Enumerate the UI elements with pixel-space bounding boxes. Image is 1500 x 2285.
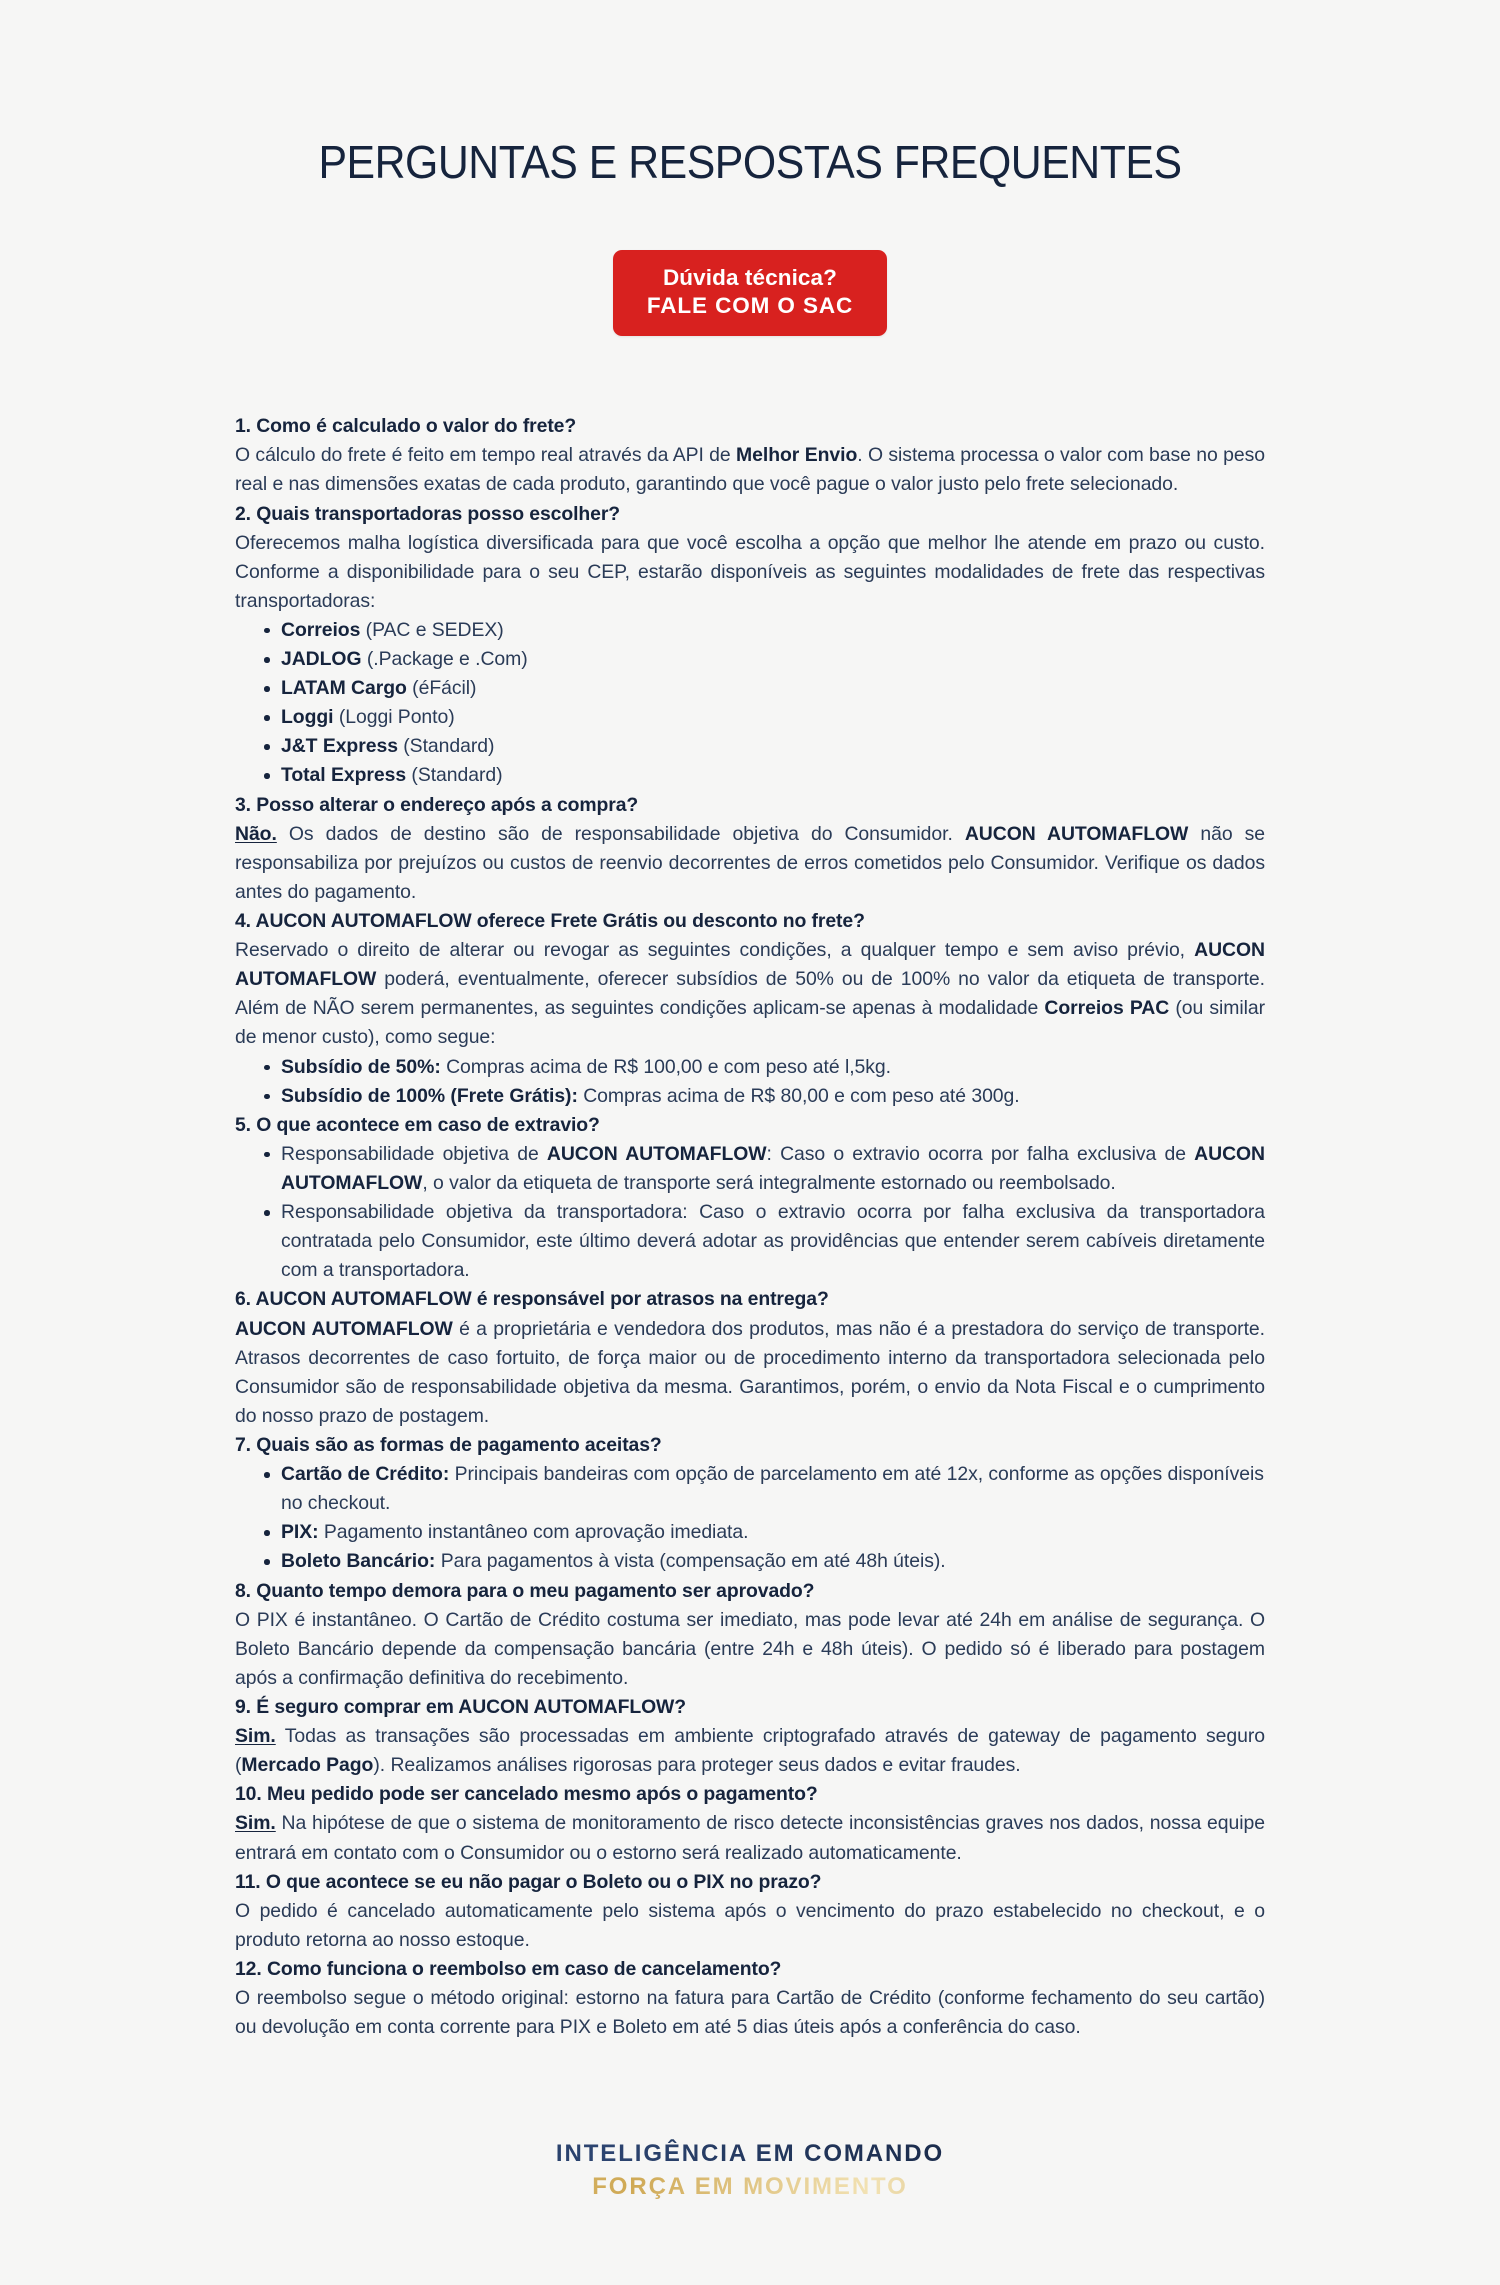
faq-answer: AUCON AUTOMAFLOW é a proprietária e vendedora dos produtos, mas não é a prestadora do serviço de transporte. Atrasos decorrentes de caso fortuito, de força maior ou de procedimento interno da transportadora selecionada pelo Consumidor são de responsabilidade objetiva da mesma. Garantimos, porém, o envio da Nota Fiscal e o cumprimento do nosso prazo de postagem. <box>235 1317 1265 1427</box>
list-item: Loggi (Loggi Ponto) <box>235 703 1265 732</box>
faq-answer: Oferecemos malha logística diversificada para que você escolha a opção que melhor lhe atende em prazo ou custo. Conforme a disponibilidade para o seu CEP, estarão disponíveis as seguintes modalidades de frete das respectivas transportadoras: <box>235 531 1265 612</box>
faq-question: 5. O que acontece em caso de extravio? <box>235 1113 600 1136</box>
faq-answer: Não. Os dados de destino são de responsabilidade objetiva do Consumidor. AUCON AUTOMAFLOW não se responsabiliza por prejuízos ou custos de reenvio decorrentes de erros cometidos pelo Consumidor. Verifique os dados antes do pagamento. <box>235 822 1265 903</box>
footer-tagline-secondary: FORÇA EM MOVIMENTO <box>0 2171 1500 2202</box>
faq-answer-lead: Sim. <box>235 1812 276 1835</box>
faq-answer-lead: Sim. <box>235 1725 276 1748</box>
list-item: Responsabilidade objetiva de AUCON AUTOMAFLOW: Caso o extravio ocorra por falha exclusiva de AUCON AUTOMAFLOW, o valor da etiqueta de transporte será integralmente estornado ou reembolsado. <box>235 1140 1265 1198</box>
list-item: Subsídio de 50%: Compras acima de R$ 100,00 e com peso até l,5kg. <box>235 1053 1265 1082</box>
faq-question: 9. É seguro comprar em AUCON AUTOMAFLOW? <box>235 1695 687 1718</box>
faq-question: 11. O que acontece se eu não pagar o Boleto ou o PIX no prazo? <box>235 1870 822 1893</box>
cta-action-label: FALE COM O SAC <box>646 293 854 319</box>
list-item: Cartão de Crédito: Principais bandeiras com opção de parcelamento em até 12x, conforme as opções disponíveis no checkout. <box>235 1460 1265 1518</box>
faq-answer: O cálculo do frete é feito em tempo real através da API de Melhor Envio. O sistema processa o valor com base no peso real e nas dimensões exatas de cada produto, garantindo que você pague o valor justo pelo frete selecionado. <box>235 444 1265 496</box>
faq-answer-lead: Não. <box>235 822 277 845</box>
faq-bullet-list <box>235 616 1265 791</box>
faq-bullet-list <box>235 1460 1265 1576</box>
list-item: JADLOG (.Package e .Com) <box>235 645 1265 674</box>
faq-question: 7. Quais são as formas de pagamento aceitas? <box>235 1434 662 1456</box>
list-item: J&T Express (Standard) <box>235 732 1265 761</box>
faq-answer: O PIX é instantâneo. O Cartão de Crédito costuma ser imediato, mas pode levar até 24h em análise de segurança. O Boleto Bancário depende da compensação bancária (entre 24h e 48h úteis). O pedido só é liberado para postagem após a confirmação definitiva do recebimento. <box>235 1608 1265 1689</box>
list-item: Subsídio de 100% (Frete Grátis): Compras acima de R$ 80,00 e com peso até 300g. <box>235 1082 1265 1111</box>
faq-answer: Sim. Todas as transações são processadas em ambiente criptografado através de gateway de pagamento seguro (Mercado Pago). Realizamos análises rigorosas para proteger seus dados e evitar fraudes. <box>235 1725 1265 1777</box>
faq-question: 6. AUCON AUTOMAFLOW é responsável por atrasos na entrega? <box>235 1288 829 1311</box>
list-item: Boleto Bancário: Para pagamentos à vista (compensação em até 48h úteis). <box>235 1547 1265 1576</box>
cta-question-label: Dúvida técnica? <box>662 265 838 291</box>
faq-question: 8. Quanto tempo demora para o meu pagamento ser aprovado? <box>235 1579 815 1602</box>
faq-answer: O reembolso segue o método original: estorno na fatura para Cartão de Crédito (conforme fechamento do seu cartão) ou devolução em conta corrente para PIX e Boleto em até 5 dias úteis após a conferência do caso. <box>235 1987 1265 2039</box>
list-item: Correios (PAC e SEDEX) <box>235 616 1265 645</box>
faq-question: 2. Quais transportadoras posso escolher? <box>235 502 621 525</box>
page-header <box>0 0 1500 186</box>
faq-answer: Sim. Na hipótese de que o sistema de monitoramento de risco detecte inconsistências graves nos dados, nossa equipe entrará em contato com o Consumidor ou o estorno será realizado automaticamente. <box>235 1812 1265 1864</box>
list-item: Total Express (Standard) <box>235 761 1265 790</box>
faq-bullet-list <box>235 1140 1265 1286</box>
faq-question: 10. Meu pedido pode ser cancelado mesmo após o pagamento? <box>235 1783 818 1806</box>
list-item: Responsabilidade objetiva da transportadora: Caso o extravio ocorra por falha exclusiva da transportadora contratada pelo Consumidor, este último deverá adotar as providências que entender serem cabíveis diretamente com a transportadora. <box>235 1198 1265 1285</box>
faq-question: 12. Como funciona o reembolso em caso de cancelamento? <box>235 1957 782 1980</box>
page-footer <box>0 2042 1500 2284</box>
page-title: PERGUNTAS E RESPOSTAS FREQUENTES <box>318 136 1182 188</box>
faq-question: 1. Como é calculado o valor do frete? <box>235 415 577 438</box>
faq-list <box>235 336 1265 2042</box>
cta-container <box>0 250 1500 336</box>
faq-question: 3. Posso alterar o endereço após a compra? <box>235 793 639 816</box>
faq-question: 4. AUCON AUTOMAFLOW oferece Frete Grátis ou desconto no frete? <box>235 910 865 933</box>
contact-sac-button[interactable] <box>613 250 887 336</box>
list-item: LATAM Cargo (éFácil) <box>235 674 1265 703</box>
faq-bullet-list <box>235 1053 1265 1111</box>
list-item: PIX: Pagamento instantâneo com aprovação imediata. <box>235 1518 1265 1547</box>
faq-answer: Reservado o direito de alterar ou revogar as seguintes condições, a qualquer tempo e sem aviso prévio, AUCON AUTOMAFLOW poderá, eventualmente, oferecer subsídios de 50% ou de 100% no valor da etiqueta de transporte. Além de NÃO serem permanentes, as seguintes condições aplicam-se apenas à modalidade Correios PAC (ou similar de menor custo), como segue: <box>235 939 1265 1049</box>
faq-answer: O pedido é cancelado automaticamente pelo sistema após o vencimento do prazo estabelecido no checkout, e o produto retorna ao nosso estoque. <box>235 1899 1265 1951</box>
footer-tagline-primary: INTELIGÊNCIA EM COMANDO <box>0 2138 1500 2169</box>
